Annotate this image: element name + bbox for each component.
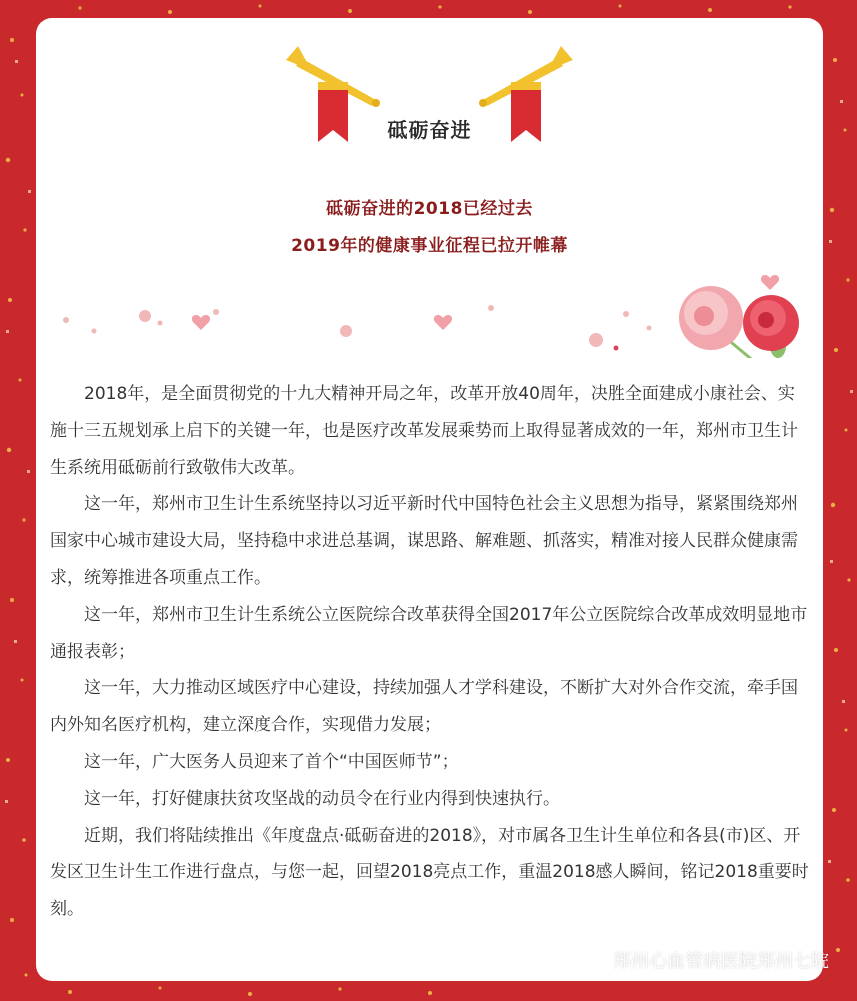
paragraph: 这一年，郑州市卫生计生系统坚持以习近平新时代中国特色社会主义思想为指导，紧紧围绕郑州国家中心城市建设大局，坚持稳中求进总基调，谋思路、解难题、抓落实，精准对接人民群众健康需求，统筹推进各项重点工作。 [50, 494, 798, 588]
watermark [581, 947, 829, 973]
banner-title: 砥砺奋进 [387, 118, 472, 142]
watermark-text: 郑州心血管病医院郑州七院 [613, 951, 829, 972]
paragraph: 这一年，郑州市卫生计生系统公立医院综合改革获得全国2017年公立医院综合改革成效明显地市通报表彰； [50, 604, 808, 662]
paragraph: 这一年，大力推动区域医疗中心建设，持续加强人才学科建设，不断扩大对外合作交流，牵手国内外知名医疗机构，建立深度合作，实现借力发展； [50, 678, 798, 736]
wechat-icon [581, 949, 607, 971]
banner-decoration [36, 18, 823, 358]
paragraph: 这一年，广大医务人员迎来了首个“中国医师节”； [84, 751, 459, 772]
carnation-flower-icon [679, 286, 799, 358]
subtitle-line-1: 砥砺奋进的2018已经过去 [326, 199, 533, 219]
article-body [50, 376, 810, 928]
content-card [36, 18, 823, 981]
subtitle-line-2: 2019年的健康事业征程已拉开帷幕 [291, 236, 568, 256]
paragraph: 这一年，打好健康扶贫攻坚战的动员令在行业内得到快速执行。 [84, 788, 560, 809]
paragraph: 近期，我们将陆续推出《年度盘点·砥砺奋进的2018》，对市属各卫生计生单位和各县(市)区、开发区卫生计生工作进行盘点，与您一起，回望2018亮点工作，重温2018感人瞬间，铭记2018重要时刻。 [50, 825, 809, 920]
paragraph: 2018年，是全面贯彻党的十九大精神开局之年，改革开放40周年，决胜全面建成小康社会、实施十三五规划承上启下的关键一年，也是医疗改革发展乘势而上取得显著成效的一年，郑州市卫生计生系统用砥砺前行致敬伟大改革。 [50, 384, 798, 478]
